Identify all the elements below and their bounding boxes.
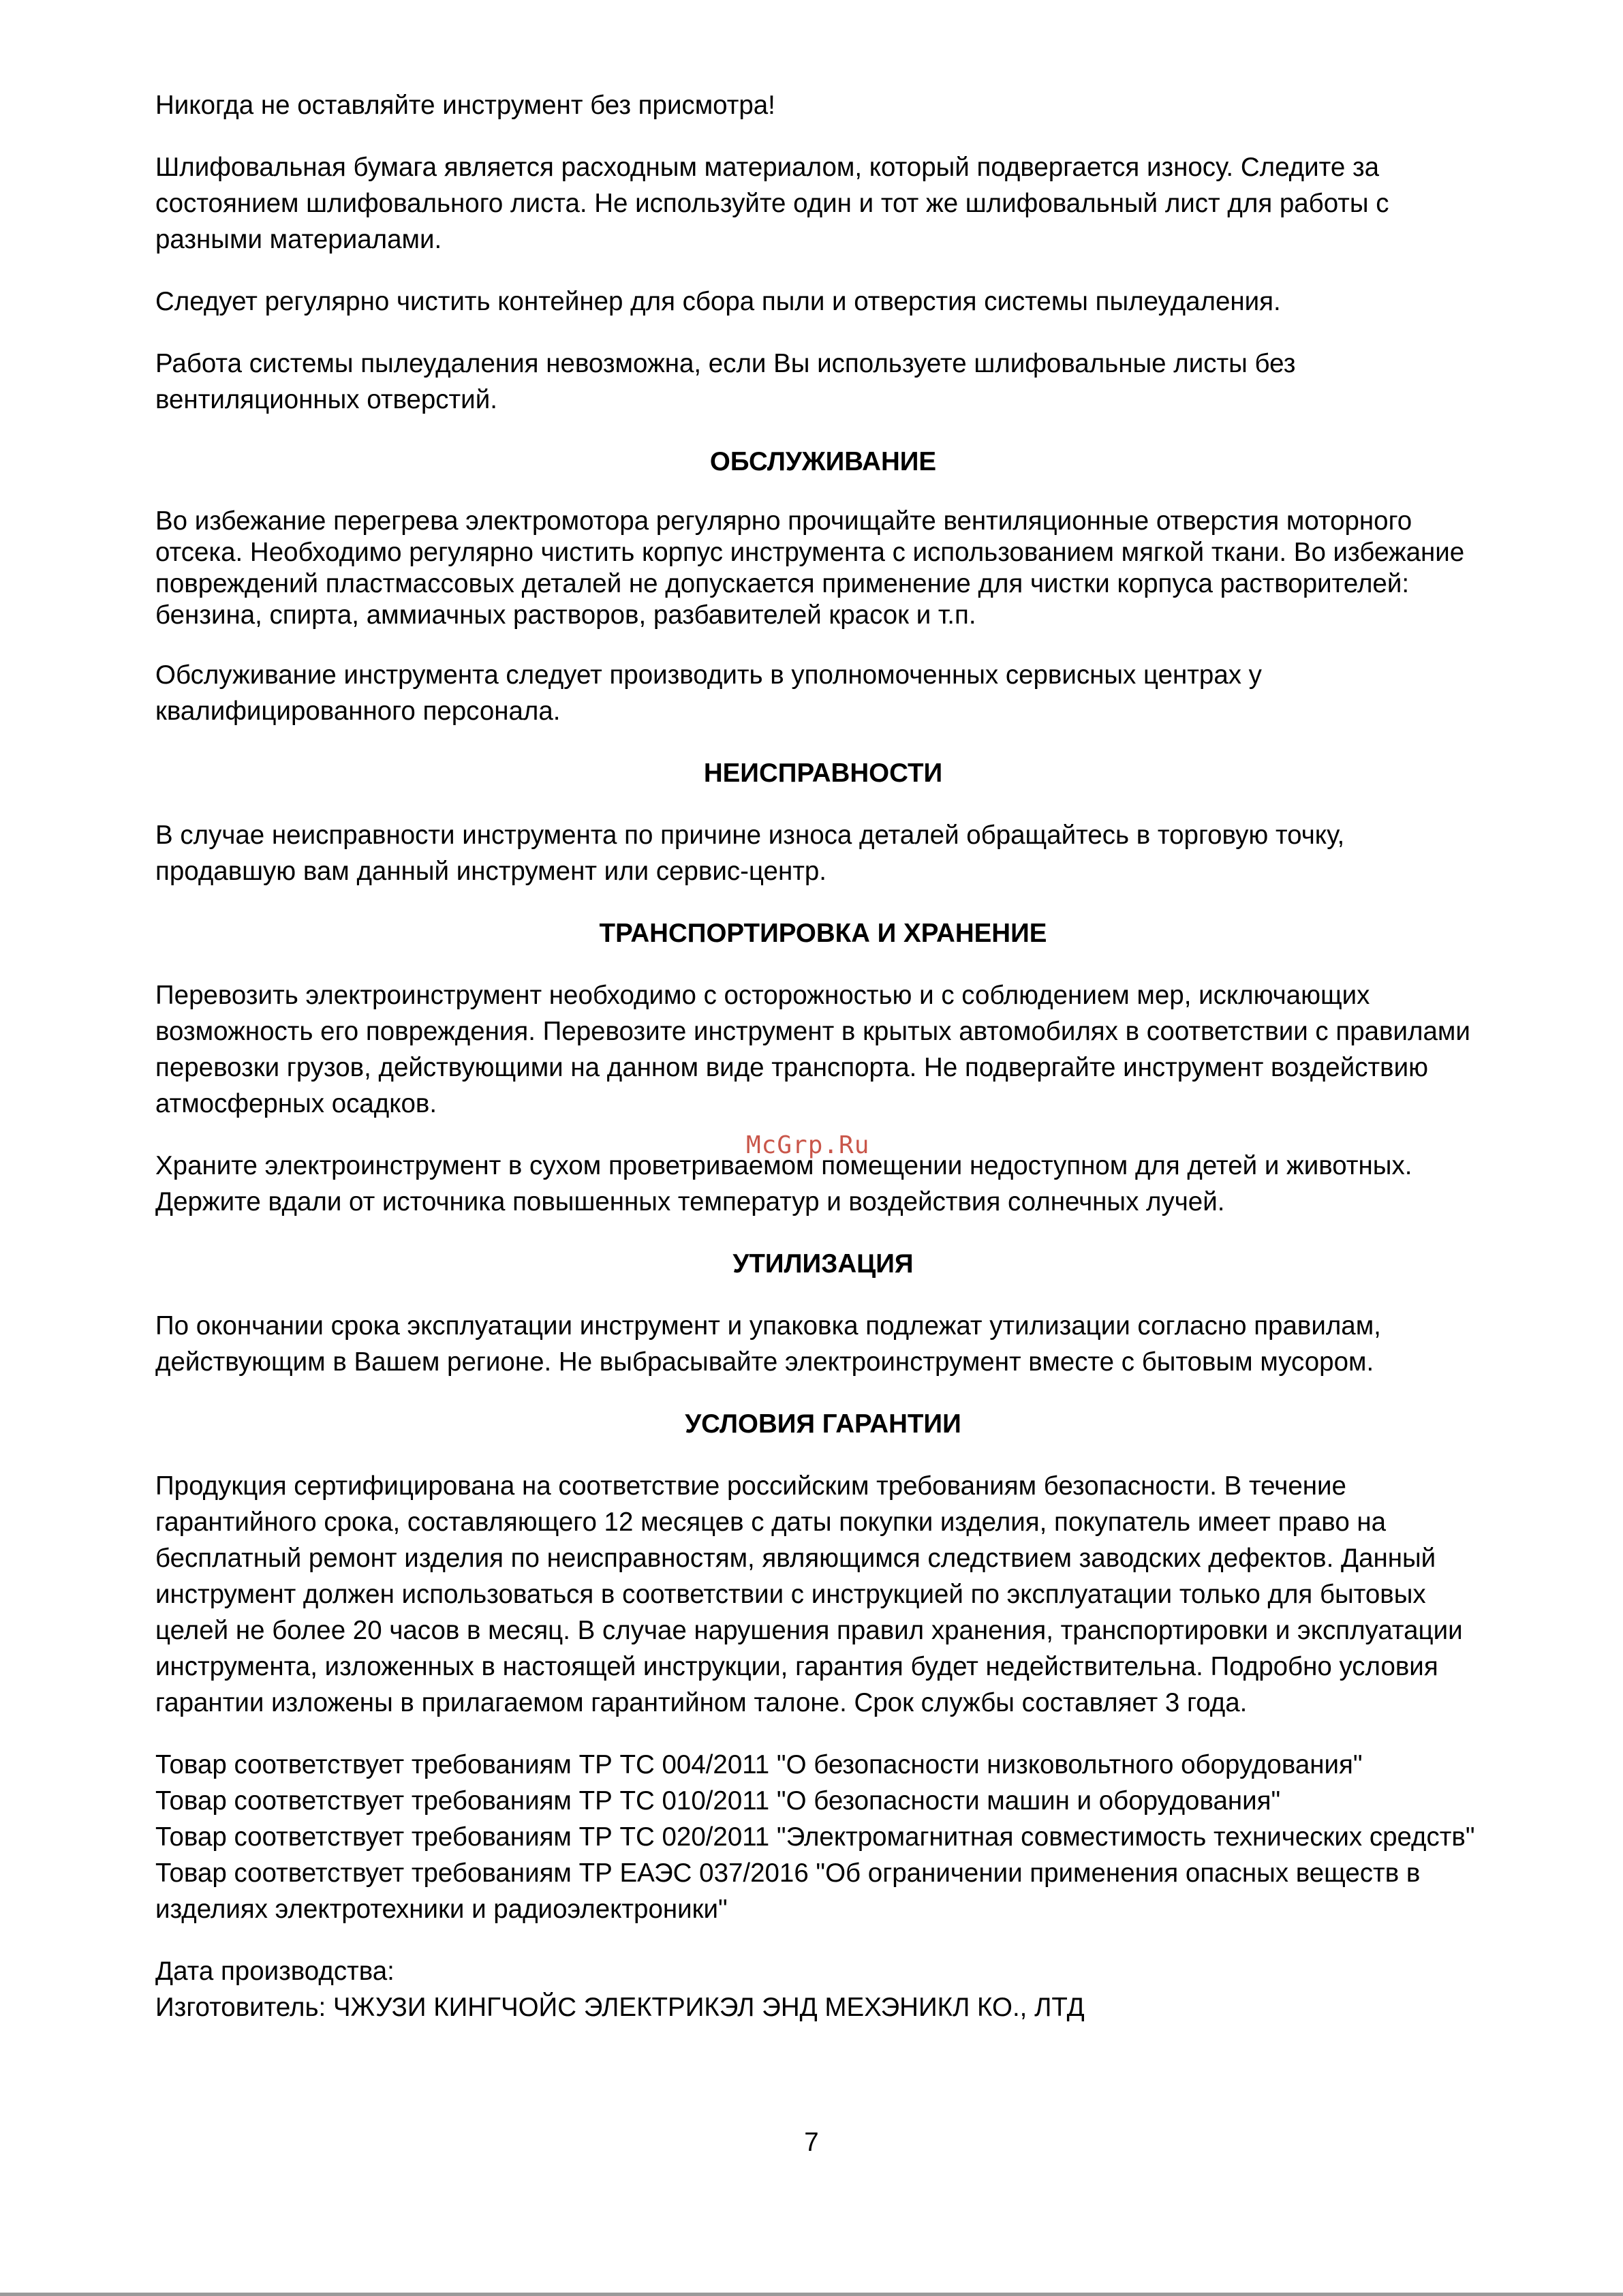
- production-info: [155, 1953, 1491, 2025]
- paragraph-dust-extraction: Работа системы пылеудаления невозможна, если Вы используете шлифовальные листы без вентиляционных отверстий.: [155, 349, 1296, 414]
- manufacturer: Изготовитель: ЧЖУЗИ КИНГЧОЙС ЭЛЕКТРИКЭЛ ЭНД МЕХЭНИКЛ КО., ЛТД: [155, 1993, 1085, 2022]
- page-content: [155, 87, 1491, 2025]
- production-date: Дата производства:: [155, 1957, 395, 1986]
- page-bottom-border: [0, 2293, 1623, 2296]
- compliance-item: Товар соответствует требованиям ТР ТС 010/2011 "О безопасности машин и оборудования": [155, 1786, 1281, 1816]
- paragraph-service-centers: Обслуживание инструмента следует производить в уполномоченных сервисных центрах у квалифицированного персонала.: [155, 660, 1262, 726]
- paragraph-faults: В случае неисправности инструмента по причине износа деталей обращайтесь в торговую точку, продавшую вам данный инструмент или сервис-центр.: [155, 821, 1345, 886]
- paragraph-service-cleaning: Во избежание перегрева электромотора регулярно прочищайте вентиляционные отверстия моторного отсека. Необходимо регулярно чистить корпус инструмента с использованием мягкой ткани. Во избежание повреждений пластмассовых деталей не допускается применение для чистки корпуса растворителей: бензина, спирта, аммиачных растворов, разбавителей красок и т.п.: [155, 506, 1465, 630]
- paragraph-disposal: По окончании срока эксплуатации инструмент и упаковка подлежат утилизации согласно правилам, действующим в Вашем регионе. Не выбрасывайте электроинструмент вместе с бытовым мусором.: [155, 1311, 1381, 1377]
- compliance-list: [155, 1747, 1491, 1927]
- heading-service: ОБСЛУЖИВАНИЕ: [709, 447, 937, 476]
- heading-warranty: УСЛОВИЯ ГАРАНТИИ: [685, 1409, 961, 1439]
- paragraph-transport: Перевозить электроинструмент необходимо с осторожностью и с соблюдением мер, исключающих возможность его повреждения. Перевозите инструмент в крытых автомобилях в соответствии с правилами перевозки грузов, действующими на данном виде транспорта. Не подвергайте инструмент воздействию атмосферных осадков.: [155, 981, 1470, 1118]
- paragraph-unattended-warning: Никогда не оставляйте инструмент без присмотра!: [155, 91, 775, 120]
- compliance-item: Товар соответствует требованиям ТР ЕАЭС 037/2016 "Об ограничении применения опасных веществ в изделиях электротехники и радиоэлектроники": [155, 1858, 1421, 1924]
- paragraph-sanding-paper: Шлифовальная бумага является расходным материалом, который подвергается износу. Следите за состоянием шлифовального листа. Не используйте один и тот же шлифовальный лист для работы с разными материалами.: [155, 153, 1389, 254]
- heading-disposal: УТИЛИЗАЦИЯ: [732, 1249, 914, 1279]
- paragraph-warranty: Продукция сертифицирована на соответствие российским требованиям безопасности. В течение гарантийного срока, составляющего 12 месяцев с даты покупки изделия, покупатель имеет право на бесплатный ремонт изделия по неисправностям, являющимся следствием заводских дефектов. Данный инструмент должен использоваться в соответствии с инструкцией по эксплуатации только для бытовых целей не более 20 часов в месяц. В случае нарушения правил хранения, транспортировки и эксплуатации инструмента, изложенных в настоящей инструкции, гарантия будет недействительна. Подробно условия гарантии изложены в прилагаемом гарантийном талоне. Срок службы составляет 3 года.: [155, 1471, 1463, 1717]
- paragraph-storage: Храните электроинструмент в сухом проветриваемом помещении недоступном для детей и животных. Держите вдали от источника повышенных температур и воздействия солнечных лучей.: [155, 1151, 1412, 1216]
- paragraph-dust-container: Следует регулярно чистить контейнер для сбора пыли и отверстия системы пылеудаления.: [155, 287, 1281, 316]
- compliance-item: Товар соответствует требованиям ТР ТС 020/2011 "Электромагнитная совместимость технических средств": [155, 1822, 1475, 1852]
- page-number: 7: [804, 2128, 819, 2157]
- compliance-item: Товар соответствует требованиям ТР ТС 004/2011 "О безопасности низковольтного оборудования": [155, 1750, 1363, 1779]
- watermark-text: McGrp.Ru: [746, 1131, 870, 1159]
- heading-faults: НЕИСПРАВНОСТИ: [703, 759, 943, 788]
- heading-transport-storage: ТРАНСПОРТИРОВКА И ХРАНЕНИЕ: [599, 919, 1047, 948]
